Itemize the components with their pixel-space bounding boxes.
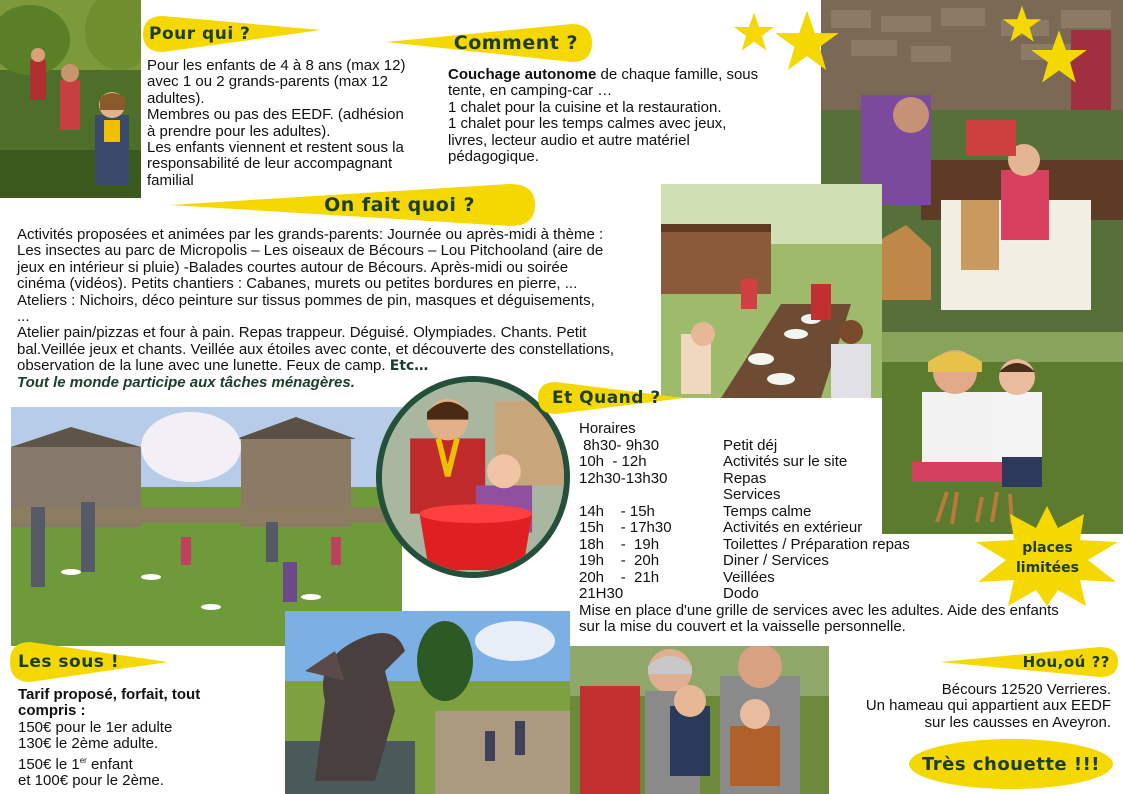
star-decoration <box>733 11 775 53</box>
on-fait-quoi-banner <box>170 182 535 228</box>
text-line: 150€ pour le 1er adulte <box>18 718 173 736</box>
text-line: livres, lecteur audio et autre matériel <box>448 131 690 149</box>
first-child-sup: er <box>79 755 87 765</box>
schedule-time: 19h - 20h <box>579 552 660 569</box>
photo-dragon-park <box>285 611 570 794</box>
comment-banner <box>386 22 592 64</box>
schedule-time: 21H30 <box>579 585 624 602</box>
schedule-activity: Diner / Services <box>723 552 829 569</box>
pour-qui-text <box>147 58 437 189</box>
text-line: bal.Veillée jeux et chants. Veillée aux étoiles avec conte, et découverte des constellations, <box>17 340 615 358</box>
text-line: Ateliers : Nichoirs, déco peinture sur tissus pommes de pin, masques et déguisements, <box>17 291 595 309</box>
text-line: adultes). <box>147 89 205 107</box>
first-child-post: enfant <box>86 755 133 773</box>
schedule-time <box>579 487 723 504</box>
text-line: Activités proposées et animées par les grands-parents: Journée ou après-midi à thème : <box>17 226 604 243</box>
pour-qui-title: Pour qui ? <box>149 24 251 44</box>
schedule-time: 8h30- 9h30 <box>579 436 660 454</box>
text-line <box>448 67 788 83</box>
text-line <box>17 358 667 374</box>
etc-label: Etc… <box>389 358 429 375</box>
on-fait-quoi-title: On fait quoi ? <box>324 194 475 216</box>
star-decoration <box>1030 28 1088 86</box>
comment-text <box>448 67 788 165</box>
text-line: Membres ou pas des EEDF. (adhésion <box>147 106 404 124</box>
text-line: sur les causses en Aveyron. <box>924 713 1111 731</box>
ou-banner <box>940 645 1118 679</box>
schedule-activity: Services <box>723 486 781 503</box>
et-quand-title: Et Quand ? <box>552 388 661 408</box>
text-line: cinéma (vidéos). Petits chantiers : Cabanes, murets ou petites bordures en pierre, ... <box>17 275 578 293</box>
chores-note: Tout le monde participe aux tâches ménagères. <box>17 373 355 391</box>
text-line: familial <box>147 171 194 189</box>
comment-lead-rest: de chaque famille, sous <box>596 66 759 83</box>
schedule-time: 14h - 15h <box>579 502 655 520</box>
text-line: jeux en intérieur si pluie) -Balades courtes autour de Bécours. Après-midi ou soirée <box>17 258 569 276</box>
ou-text <box>836 682 1111 731</box>
comment-bold-lead: Couchage autonome <box>448 66 597 83</box>
schedule-activity: Repas <box>723 469 767 487</box>
comment-title: Comment ? <box>453 32 578 54</box>
text-line: 130€ le 2ème adulte. <box>18 735 159 753</box>
et-quand-banner <box>538 380 684 416</box>
schedule-activity: Activités en extérieur <box>723 519 863 536</box>
schedule-row <box>579 471 1059 488</box>
les-sous-title: Les sous ! <box>18 652 120 672</box>
text-line: Les insectes au parc de Micropolis – Les oiseaux de Bécours – Lou Pitchooland (aire de <box>17 242 604 260</box>
schedule-note: sur la mise du couvert et la vaisselle personnelle. <box>579 618 906 635</box>
photo-shared-meal <box>661 184 882 398</box>
places-line1: places <box>1022 540 1073 556</box>
schedule-row <box>579 487 1059 504</box>
les-sous-banner <box>10 640 168 684</box>
horaires-label: Horaires <box>579 420 636 437</box>
text-line: 1 chalet pour les temps calmes avec jeux, <box>448 115 727 133</box>
schedule-row <box>579 438 1059 455</box>
schedule-time: 20h - 21h <box>579 568 660 586</box>
first-child-pre: 150€ le 1 <box>18 755 80 773</box>
schedule-activity: Activités sur le site <box>723 453 848 470</box>
text-line: compris : <box>18 702 86 720</box>
schedule-time: 15h - 17h30 <box>579 519 672 536</box>
schedule-activity: Dodo <box>723 585 759 602</box>
text-line: tente, en camping-car … <box>448 82 613 100</box>
schedule-activity: Temps calme <box>723 502 812 520</box>
text-line: Les enfants viennent et restent sous la <box>147 139 404 157</box>
schedule-note: Mise en place d'une grille de services avec les adultes. Aide des enfants <box>579 601 1059 619</box>
text-line: et 100€ pour le 2ème. <box>18 772 164 790</box>
schedule-activity: Toilettes / Préparation repas <box>723 535 910 553</box>
text-line: responsabilité de leur accompagnant <box>147 155 393 173</box>
on-fait-quoi-text <box>17 227 667 391</box>
photo-adults-children <box>570 646 829 794</box>
schedule-activity: Petit déj <box>723 436 778 454</box>
schedule-time: 18h - 19h <box>579 535 660 553</box>
text-line: à prendre pour les adultes). <box>147 122 331 140</box>
places-line2: limitées <box>1016 560 1079 576</box>
text-line: Tarif proposé, forfait, tout <box>18 686 201 703</box>
text-line: avec 1 ou 2 grands-parents (max 12 <box>147 73 388 91</box>
text-line: 1 chalet pour la cuisine et la restauration. <box>448 98 722 116</box>
schedule-row <box>579 454 1059 471</box>
photo-children-walking <box>0 0 141 198</box>
text-line-content: observation de la lune avec une lunette. Feux de camp. <box>17 357 386 375</box>
schedule-activity: Veillées <box>723 568 775 586</box>
ou-title: Hou,oú ?? <box>1022 653 1110 671</box>
text-line <box>18 753 278 773</box>
schedule-time: 10h - 12h <box>579 453 647 470</box>
text-line: Pour les enfants de 4 à 8 ans (max 12) <box>147 57 406 74</box>
schedule-time: 12h30-13h30 <box>579 469 668 487</box>
tres-chouette-text: Très chouette !!! <box>921 753 1101 775</box>
star-decoration <box>774 8 840 74</box>
text-line: Bécours 12520 Verrieres. <box>941 681 1111 698</box>
text-line: pédagogique. <box>448 148 539 166</box>
pour-qui-banner <box>143 14 321 54</box>
text-line: ... <box>17 308 30 326</box>
les-sous-text <box>18 687 278 789</box>
text-line: Un hameau qui appartient aux EEDF <box>865 697 1111 715</box>
places-limitees-burst <box>976 506 1119 606</box>
text-line: Atelier pain/pizzas et four à pain. Repas trappeur. Déguisé. Olympiades. Chants. Petit <box>17 324 587 342</box>
tres-chouette-banner <box>908 738 1114 790</box>
